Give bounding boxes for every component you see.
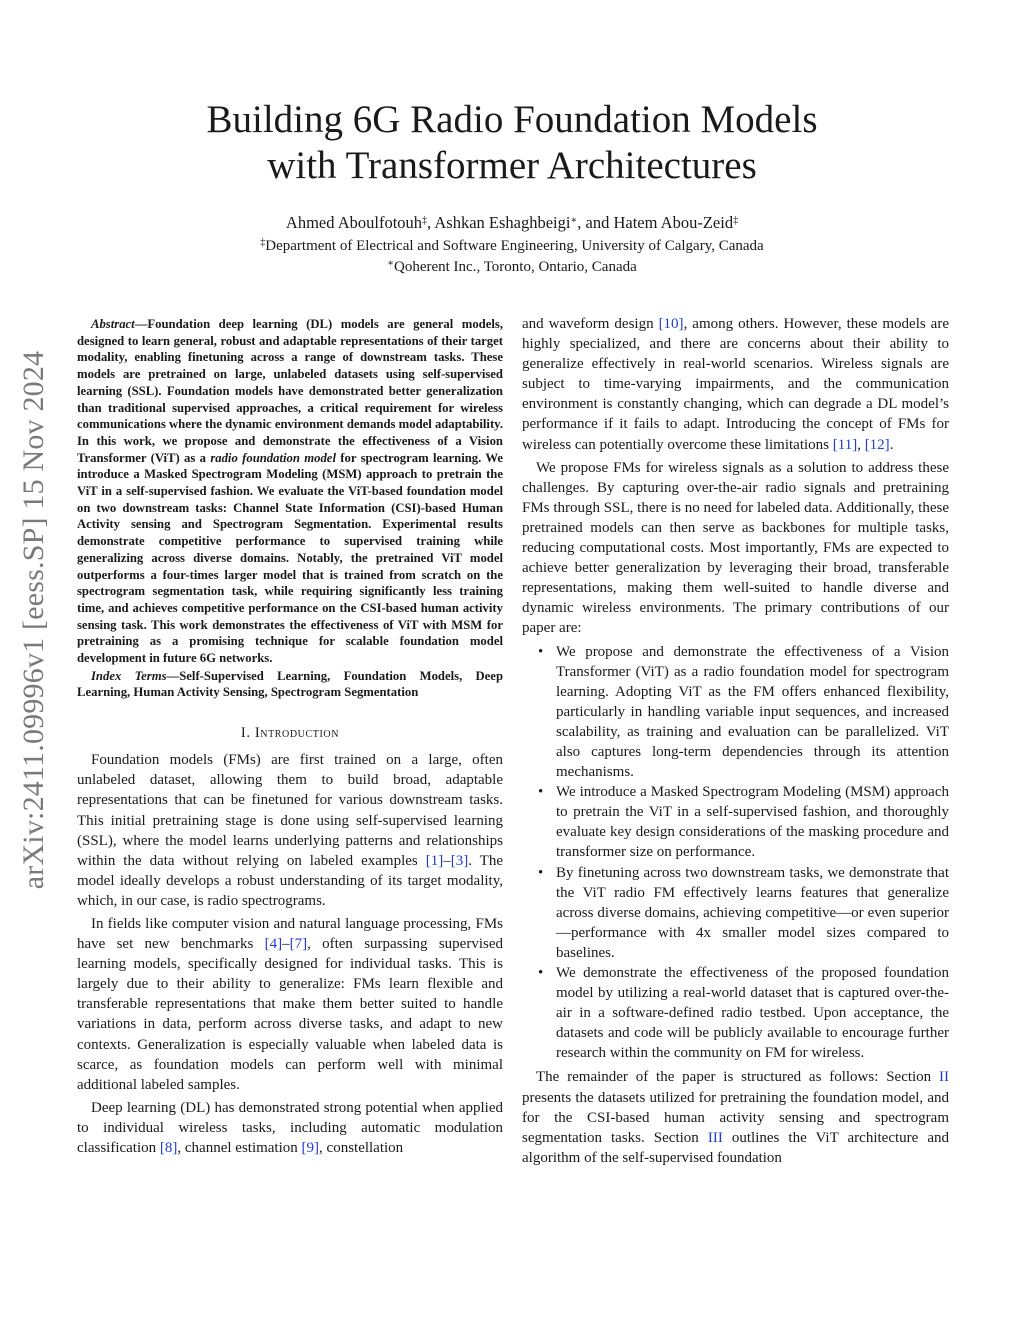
text-run: , often surpassing supervised learning models, specifically designed for individual tasks. This is largely due to their ability to generalize: FMs learn flexible and transferable representations that make them better suited to handle variations in data, perform across diverse tasks, and adapt to new contexts. Generalization is especially valuable when labeled data is scarce, as foundation models can perform well with minimal additional labeled samples. bbox=[77, 936, 503, 1093]
author-2: Ashkan Eshaghbeigi bbox=[434, 213, 571, 232]
list-item: • We demonstrate the effectiveness of the proposed foundation model by utilizing a real-world dataset that is captured over-the-air in a software-defined radio testbed. Upon acceptance, the datasets and code will be publicly available to encourage further research within the community on FM for wireless. bbox=[556, 963, 949, 1063]
text-run: Deep learning (DL) has demonstrated strong potential when applied to individual wireless tasks, including automatic modulation classification bbox=[77, 1099, 503, 1157]
author-1-mark: ‡ bbox=[422, 215, 428, 226]
section-title: Introduction bbox=[254, 725, 340, 742]
intro-paragraph-1 bbox=[77, 750, 503, 911]
text-run: Foundation models (FMs) are first trained on a large, often unlabeled dataset, allowing them to build broad, adaptable representations that can be finetuned for various downstream tasks. This initial pretraining stage is done using self-supervised learning (SSL), where the model learns underlying patterns and relationships within the data without relying on labeled examples bbox=[77, 752, 503, 869]
text-run: . The model ideally develops a robust understanding of its target modality, which, in our case, is radio spectrograms. bbox=[77, 852, 503, 909]
right-column bbox=[522, 314, 949, 1171]
abstract bbox=[77, 316, 503, 667]
text-run: In fields like computer vision and natural language processing, FMs have set new benchmarks bbox=[77, 916, 503, 953]
affiliation-1 bbox=[0, 236, 1024, 256]
intro-paragraph-2 bbox=[77, 914, 503, 1095]
author-3-mark: ‡ bbox=[733, 215, 739, 226]
text-run: . bbox=[889, 436, 894, 453]
citation-link[interactable]: [1] bbox=[425, 852, 444, 869]
text-run: presents the datasets utilized for pretraining the foundation model, and for the CSI-based human activity sensing and spectrogram segmentation tasks. Section bbox=[522, 1089, 949, 1146]
text-run: , bbox=[857, 436, 865, 453]
citation-link[interactable]: [8] bbox=[159, 1140, 178, 1157]
text-run: – bbox=[443, 852, 451, 869]
paper-title-line-2: with Transformer Architectures bbox=[267, 144, 757, 187]
abstract-emphasis: radio foundation model bbox=[210, 450, 336, 465]
arxiv-identifier-text: arXiv:2411.09996v1 [eess.SP] 15 Nov 2024 bbox=[17, 350, 50, 890]
arxiv-identifier-stamp bbox=[4, 260, 64, 980]
author-list bbox=[0, 212, 1024, 234]
affiliation-2-text: Qoherent Inc., Toronto, Ontario, Canada bbox=[394, 259, 637, 275]
text-run: , among others. However, these models are highly specialized, and there are concerns about their ability to generalize effectively in real-world scenarios. Wireless signals are subject to time-varying impairments, and the communication environment is constantly changing, which can degrade a DL model’s performance if it fails to adapt. Introducing the concept of FMs for wireless can potentially overcome these limitations bbox=[522, 316, 949, 453]
left-column bbox=[77, 316, 503, 1161]
intro-paragraph-3 bbox=[77, 1098, 503, 1158]
affiliation-1-mark: ‡ bbox=[260, 237, 266, 248]
list-item: • We introduce a Masked Spectrogram Modeling (MSM) approach to pretrain the ViT in a self-supervised fashion, and thoroughly evaluate key design considerations of the masking procedure and transformer size on performance. bbox=[556, 782, 949, 862]
citation-link[interactable]: [12] bbox=[864, 436, 890, 453]
section-number: I. bbox=[240, 725, 255, 742]
contributions-list bbox=[522, 642, 949, 1064]
author-separator: , bbox=[427, 213, 435, 232]
text-run: outlines the ViT architecture and algorithm of the self-supervised foundation bbox=[522, 1129, 950, 1166]
abstract-label: Abstract bbox=[91, 317, 135, 331]
index-terms-label: Index Terms bbox=[91, 668, 167, 683]
list-item: • By finetuning across two downstream tasks, we demonstrate that the ViT radio FM effectively learns features that generalize across diverse domains, achieving competitive—or even superior—performance with 4x smaller model sizes compared to baselines. bbox=[556, 863, 949, 963]
text-run: , channel estimation bbox=[177, 1140, 302, 1157]
text-run: – bbox=[282, 936, 290, 953]
affiliation-2-mark: ∗ bbox=[387, 258, 394, 269]
affiliation-1-text: Department of Electrical and Software Engineering, University of Calgary, Canada bbox=[265, 238, 764, 254]
section-link[interactable]: II bbox=[939, 1069, 949, 1086]
author-separator: , and bbox=[577, 213, 614, 232]
author-1: Ahmed Aboulfotouh bbox=[285, 213, 423, 232]
text-run: The remainder of the paper is structured as follows: Section bbox=[536, 1069, 939, 1086]
citation-link[interactable]: [4] bbox=[264, 936, 283, 953]
citation-link[interactable]: [9] bbox=[301, 1140, 320, 1157]
text-run: and waveform design bbox=[522, 316, 659, 332]
abstract-text-1: —Foundation deep learning (DL) models are general models, designed to learn general, robust and adaptable representations of their target modality, enabling finetuning across a range of downstream tasks. These models are pretrained on large, unlabeled datasets using self-supervised learning (SSL). Foundation models have demonstrated better generalization than traditional supervised approaches, a critical requirement for wireless communications where the dynamic environment demands model adaptability. In this work, we propose and demonstrate the effectiveness of a Vision Transformer (ViT) as a bbox=[77, 317, 503, 465]
right-paragraph-1 bbox=[522, 314, 949, 455]
list-item: • We propose and demonstrate the effectiveness of a Vision Transformer (ViT) as a radio foundation model for spectrogram learning. Adopting ViT as the FM offers enhanced flexibility, particularly in handling variable input sequences, and increased scalability, as training and evaluation can be parallelized. ViT also captures long-term dependencies through its attention mechanisms. bbox=[556, 642, 949, 783]
index-terms bbox=[77, 668, 503, 701]
text-run: , constellation bbox=[319, 1140, 404, 1157]
paper-title-line-1: Building 6G Radio Foundation Models bbox=[206, 98, 818, 141]
author-3: Hatem Abou-Zeid bbox=[613, 213, 734, 232]
citation-link[interactable]: [3] bbox=[450, 852, 469, 869]
index-terms-text: —Self-Supervised Learning, Foundation Models, Deep Learning, Human Activity Sensing, Spectrogram Segmentation bbox=[77, 668, 503, 700]
citation-link[interactable]: [7] bbox=[289, 936, 308, 953]
abstract-text-2: for spectrogram learning. We introduce a Masked Spectrogram Modeling (MSM) approach to pretrain the ViT in a self-supervised fashion. We evaluate the ViT-based foundation model on two downstream tasks: Channel State Information (CSI)-based Human Activity sensing and Spectrogram Segmentation. Experimental results demonstrate competitive performance to supervised training while generalizing across diverse domains. Notably, the pretrained ViT model outperforms a four-times larger model that is trained from scratch on the spectrogram segmentation task, while requiring significantly less training time, and achieves competitive performance on the CSI-based human activity sensing task. This work demonstrates the effectiveness of ViT with MSM for pretraining as a promising technique for scalable foundation model development in future 6G networks. bbox=[77, 450, 503, 666]
affiliation-2 bbox=[0, 257, 1024, 277]
author-2-mark: ∗ bbox=[570, 215, 578, 226]
right-paragraph-3 bbox=[522, 1067, 949, 1167]
citation-link[interactable]: [11] bbox=[832, 436, 858, 453]
right-paragraph-2: We propose FMs for wireless signals as a solution to address these challenges. By capturing over-the-air radio signals and pretraining FMs through SSL, there is no need for labeled data. Additionally, these pretrained models can then serve as backbones for multiple tasks, reducing computational costs. Most importantly, FMs are expected to achieve better generalization by leveraging their broad, transferable representations, making them well-suited to handle diverse and dynamic wireless environments. The primary contributions of our paper are: bbox=[522, 459, 949, 637]
section-heading-introduction bbox=[77, 723, 503, 743]
section-link[interactable]: III bbox=[707, 1129, 723, 1146]
citation-link[interactable]: [10] bbox=[658, 316, 684, 332]
